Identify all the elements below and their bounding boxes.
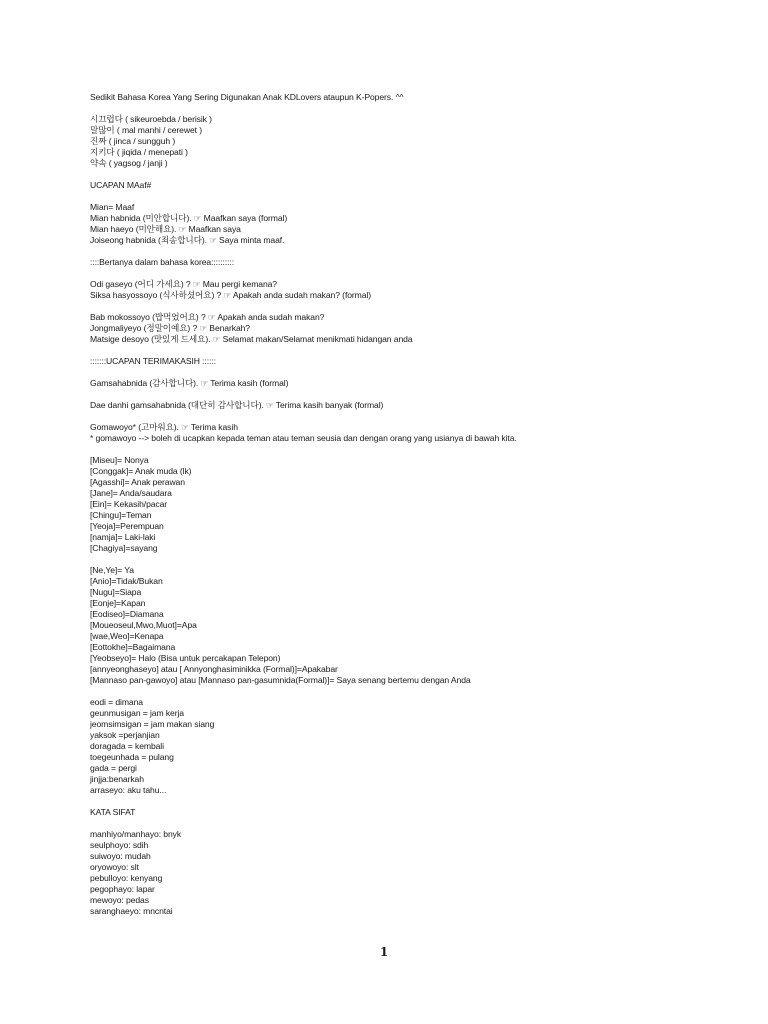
blank-line (90, 191, 730, 202)
text-line: [wae,Weo]=Kenapa (90, 631, 164, 641)
blank-line (90, 301, 730, 312)
text-line: [Ein]= Kekasih/pacar (90, 499, 168, 509)
text-line: Bab mokossoyo (밥먹었어요) ? ☞ Apakah anda sudah makan? (90, 312, 325, 322)
text-line: pebulloyo: kenyang (90, 873, 163, 883)
text-line: Dae danhi gamsahabnida (대단히 감사합니다). ☞ Terima kasih banyak (formal) (90, 400, 384, 410)
blank-line (90, 554, 730, 565)
text-line: 시끄럽다 ( sikeuroebda / berisik ) (90, 114, 212, 124)
text-line: [Eodiseo]=Diamana (90, 609, 164, 619)
blank-line (90, 686, 730, 697)
page-number: 1 (379, 945, 389, 959)
text-line: * gomawoyo --> boleh di ucapkan kepada teman atau teman seusia dan dengan orang yang usianya di bawah kita. (90, 433, 517, 443)
text-line: Sedikit Bahasa Korea Yang Sering Digunakan Anak KDLovers ataupun K-Popers. ^^ (90, 92, 404, 102)
text-line: [Moueoseul,Mwo,Muot]=Apa (90, 620, 197, 630)
text-line: 지키다 ( jiqida / menepati ) (90, 147, 188, 157)
text-line: eodi = dimana (90, 697, 143, 707)
text-line: [namja]= Laki-laki (90, 532, 156, 542)
text-line: Jongmaliyeyo (정말이예요) ? ☞ Benarkah? (90, 323, 250, 333)
text-line: 진짜 ( jinca / sungguh ) (90, 136, 176, 146)
blank-line (90, 345, 730, 356)
text-line: oryowoyo: slt (90, 862, 139, 872)
text-line: geunmusigan = jam kerja (90, 708, 184, 718)
text-line: [Yeoja]=Perempuan (90, 521, 164, 531)
blank-line (90, 796, 730, 807)
text-line: manhiyo/manhayo: bnyk (90, 829, 182, 839)
text-line: [Eottokhe]=Bagaimana (90, 642, 176, 652)
text-line: suiwoyo: mudah (90, 851, 151, 861)
text-line: [Anio]=Tidak/Bukan (90, 576, 163, 586)
text-line: 말많이 ( mal manhi / cerewet ) (90, 125, 202, 135)
text-line: Mian haeyo (미안해요). ☞ Maafkan saya (90, 224, 241, 234)
text-line: yaksok =perjanjian (90, 730, 160, 740)
text-line: 약속 ( yagsog / janji ) (90, 158, 168, 168)
text-line: :::::::UCAPAN TERIMAKASIH :::::: (90, 356, 216, 366)
text-line: Gamsahabnida (감사합니다). ☞ Terima kasih (formal) (90, 378, 289, 388)
text-line: UCAPAN MAaf# (90, 180, 152, 190)
blank-line (90, 444, 730, 455)
text-line: [annyeonghaseyo] atau [ Annyonghasiminikka (Formal)]=Apakabar (90, 664, 338, 674)
text-line: mewoyo: pedas (90, 895, 149, 905)
blank-line (90, 367, 730, 378)
text-line: seulphoyo: sdih (90, 840, 149, 850)
blank-line (90, 411, 730, 422)
blank-line (90, 246, 730, 257)
text-line: Gomawoyo* (고마워요). ☞ Terima kasih (90, 422, 238, 432)
text-line: Mian habnida (미안합니다). ☞ Maafkan saya (formal) (90, 213, 288, 223)
text-line: ::::Bertanya dalam bahasa korea:::::::::: (90, 257, 234, 267)
blank-line (90, 169, 730, 180)
text-line: [Chingu]=Teman (90, 510, 152, 520)
text-line: [Mannaso pan-gawoyo] atau [Mannaso pan-gasumnida(Formal)]= Saya senang bertemu dengan Anda (90, 675, 471, 685)
text-line: Siksa hasyossoyo (식사하셨어요) ? ☞ Apakah anda sudah makan? (formal) (90, 290, 371, 300)
text-line: [Miseu]= Nonya (90, 455, 149, 465)
text-line: jinjja:benarkah (90, 774, 144, 784)
text-line: arraseyo: aku tahu... (90, 785, 167, 795)
blank-line (90, 268, 730, 279)
text-line: [Eonje]=Kapan (90, 598, 146, 608)
text-line: Joiseong habnida (죄송합니다). ☞ Saya minta maaf. (90, 235, 285, 245)
text-line: gada = pergi (90, 763, 137, 773)
text-line: [Jane]= Anda/saudara (90, 488, 172, 498)
text-line: Odi gaseyo (어디 가세요) ? ☞ Mau pergi kemana? (90, 279, 277, 289)
text-line: doragada = kembali (90, 741, 164, 751)
blank-line (90, 818, 730, 829)
text-line: [Nugu]=Siapa (90, 587, 142, 597)
blank-line (90, 389, 730, 400)
text-line: [Chagiya]=sayang (90, 543, 158, 553)
text-line: [Conggak]= Anak muda (lk) (90, 466, 192, 476)
text-line: toegeunhada = pulang (90, 752, 174, 762)
text-line: [Ne,Ye]= Ya (90, 565, 134, 575)
text-line: [Yeobseyo]= Halo (Bisa untuk percakapan Telepon) (90, 653, 281, 663)
text-line: pegophayo: lapar (90, 884, 155, 894)
text-line: [Agasshi]= Anak perawan (90, 477, 185, 487)
text-line: KATA SIFAT (90, 807, 136, 817)
text-line: saranghaeyo: mncntai (90, 906, 173, 916)
text-line: jeomsimsigan = jam makan siang (90, 719, 215, 729)
document-body (90, 92, 730, 917)
text-line: Mian= Maaf (90, 202, 135, 212)
blank-line (90, 103, 730, 114)
text-line: Matsige desoyo (맛있게 드세요). ☞ Selamat makan/Selamat menikmati hidangan anda (90, 334, 413, 344)
